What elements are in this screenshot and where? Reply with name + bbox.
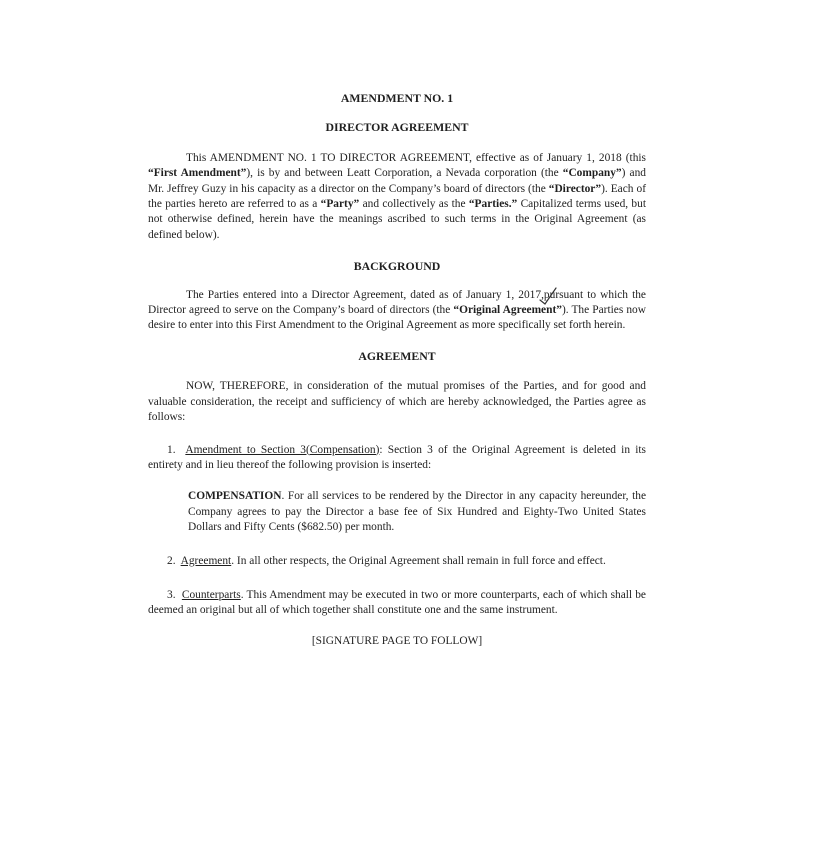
background-heading: BACKGROUND: [353, 259, 441, 274]
background-paragraph: The Parties entered into a Director Agreement, dated as of January 1, 2017, pursuant to which the Director agreed to serve on the Company’s board of directors (the “Original Agreement”). The Parties now desire to enter into this First Amendment to the Original Agreement as more specifically set forth herein.: [148, 288, 646, 332]
document-title: AMENDMENT NO. 1: [340, 91, 454, 105]
document-subtitle: DIRECTOR AGREEMENT: [325, 120, 469, 135]
section-3: 3. Counterparts. This Amendment may be executed in two or more counterparts, each of which shall be deemed an original but all of which together shall constitute one and the same instrument.: [148, 588, 646, 617]
intro-paragraph: This AMENDMENT NO. 1 TO DIRECTOR AGREEMENT, effective as of January 1, 2018 (this “First Amendment”), is by and between Leatt Corporation, a Nevada corporation (the “Company”) and Mr. Jeffrey Guzy in his capacity as a director on the Company’s board of directors (the “Director”). Each of the parties hereto are referred to as a “Party” and collectively as the “Parties.” Capitalized terms used, but not otherwise defined, herein have the meanings ascribed to such terms in the Original Agreement (as defined below).: [148, 151, 646, 241]
section-3-title: Counterparts: [181, 588, 241, 601]
section-1: 1. Amendment to Section 3(Compensation): Section 3 of the Original Agreement is deleted in its entirety and in lieu thereof the following provision is inserted:: [148, 443, 646, 471]
document-body: [148, 84, 646, 649]
section-2-title: Agreement: [180, 554, 232, 567]
section-2: 2. Agreement. In all other respects, the Original Agreement shall remain in full force and effect.: [167, 554, 606, 567]
section-1-title: Amendment to Section 3(Compensation): [185, 443, 380, 456]
signature-page-note: [SIGNATURE PAGE TO FOLLOW]: [311, 634, 483, 647]
compensation-label: COMPENSATION: [188, 490, 282, 503]
agreement-paragraph: NOW, THEREFORE, in consideration of the mutual promises of the Parties, and for good and valuable consideration, the receipt and sufficiency of which are hereby acknowledged, the Parties agree as follows:: [148, 380, 646, 424]
compensation-provision: COMPENSATION. For all services to be rendered by the Director in any capacity hereunder, the Company agrees to pay the Director a base fee of Six Hundred and Eighty-Two United States Dollars and Fifty Cents ($682.50) per month.: [188, 490, 646, 534]
agreement-heading: AGREEMENT: [358, 348, 436, 363]
